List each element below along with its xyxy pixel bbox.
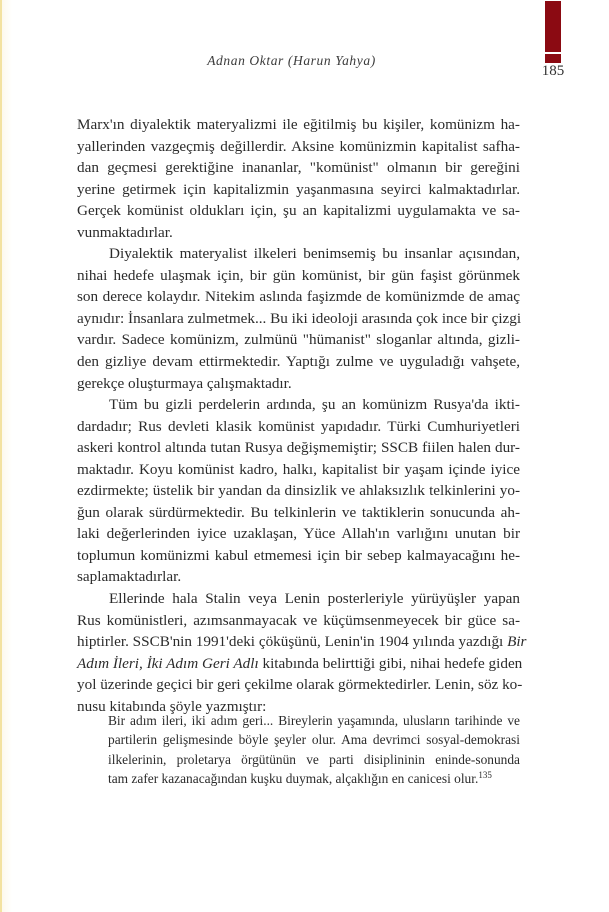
text-line: nihai hedefe ulaşmak için, bir gün komünist, bir gün faşist görünmek <box>77 266 520 284</box>
text-line: Marx'ın diyalektik materyalizmi ile eğitilmiş bu kişiler, komünizm ha- <box>77 116 520 133</box>
text-line: ezdirmekte; üstelik bir yandan da dinsizlik ve ahlaksızlık telkinlerini yo- <box>77 482 520 500</box>
text-line: dardadır; Rus devleti klasik komünist yapıdadır. Türki Cumhuriyetleri <box>77 417 520 435</box>
running-title: Adnan Oktar (Harun Yahya) <box>207 53 376 68</box>
text-run: hiptirler. SSCB'nin 1991'deki çöküşünü, Lenin'in 1904 yılında yazdığı <box>77 633 508 651</box>
text-line: aynıdır: İnsanlara zulmetmek... Bu iki ideoloji arasında çok ince bir çizgi <box>77 309 522 327</box>
text-line: Rus komünistleri, azımsanmayacak ve küçümsenmeyecek bir güce sa- <box>77 611 520 629</box>
quote-text: tam zafer kazanacağından kuşku duymak, alçaklığın en canicesi olur. <box>108 771 479 787</box>
text-line: laki değerlerinden iyice uzaklaşan, Yüce Allah'ın varlığını unutan bir <box>77 525 520 543</box>
text-line: vunmaktadırlar. <box>77 223 173 241</box>
page-edge-shade <box>2 0 12 912</box>
book-title-italic: Adım İleri, İki Adım Geri Adlı <box>77 654 259 672</box>
text-line: Tüm bu gizli perdelerin ardında, şu an komünizm Rusya'da ikti- <box>109 396 520 414</box>
chapter-marker-bar <box>545 1 561 52</box>
text-line: toplumun komünizmi kabul etmemesi için bir sebep kalmayacağını he- <box>77 546 520 564</box>
quote-line: Bir adım ileri, iki adım geri... Bireylerin yaşamında, ulusların tarihinde ve <box>108 713 520 728</box>
text-line: Ellerinde hala Stalin veya Lenin posterleriyle yürüyüşler yapan <box>109 590 520 608</box>
chapter-marker-tab <box>545 54 561 63</box>
text-line: askeri kontrol altında tutan Rusya değişmemiştir; SSCB fiilen halen dur- <box>77 439 520 457</box>
paragraph <box>77 588 527 717</box>
paragraph <box>77 114 520 243</box>
footnote-reference: 135 <box>478 770 492 781</box>
text-line: son derece kolaydır. Nitekim aslında faşizmde de komünizmde de amaç <box>77 288 520 306</box>
quote-line: ilkelerinin, proletarya örgütünün ve parti disiplininin eninde-sonunda <box>108 751 520 767</box>
text-line: Diyalektik materyalist ilkeleri benimsemiş bu insanlar açısından, <box>109 245 520 263</box>
block-quote <box>108 711 520 789</box>
text-line: yallerinden vazgeçmiş değillerdir. Aksine komünizmin kapitalist safha- <box>77 137 520 155</box>
text-line <box>77 631 527 653</box>
text-line: yerine getirmek için kapitalizmin yaşanmasına seyirci kalmaktadırlar. <box>77 180 520 198</box>
text-line: gerekçe oluşturmaya çalışmaktadır. <box>77 374 292 392</box>
text-line: maktadır. Koyu komünist kadro, halkı, kapitalist bir yaşam içinde iyice <box>77 460 520 478</box>
text-line: dan geçmesi gerektiğine inananlar, "komünist" olmanın bir gereğini <box>77 159 520 177</box>
running-head <box>0 53 609 69</box>
text-line: yol üzerinde geçici bir geri çekilme olarak görmektedirler. Lenin, söz ko- <box>77 676 523 694</box>
paragraph <box>77 243 520 394</box>
page-number: 185 <box>541 63 565 79</box>
text-line <box>77 653 523 675</box>
quote-line: partilerin gelişmesinde böyle şeyler olur. Ama devrimci sosyal-demokrasi <box>108 732 520 748</box>
book-title-italic: Bir <box>507 633 527 651</box>
paragraph <box>77 394 520 588</box>
text-line: nusu kitabında şöyle yazmıştır: <box>77 697 267 715</box>
text-line: vardır. Sadece komünizm, zulmünü "hümanist" sloganlar altında, gizli- <box>77 331 520 349</box>
quote-line <box>108 769 520 788</box>
body-text <box>77 114 527 717</box>
text-line: den gizliye devam ettirmektedir. Yaptığı zulme ve uyguladığı vahşete, <box>77 353 520 371</box>
text-run: kitabında belirttiği gibi, nihai hedefe giden <box>258 654 523 672</box>
text-line: Gerçek komünist oldukları için, şu an kapitalizmi uygulamakta ve sa- <box>77 202 520 220</box>
text-line: ğun olarak sürdürmektedir. Bu telkinlerin ve taktiklerin sonucunda ah- <box>77 503 520 521</box>
text-line: saplamaktadırlar. <box>77 568 182 586</box>
